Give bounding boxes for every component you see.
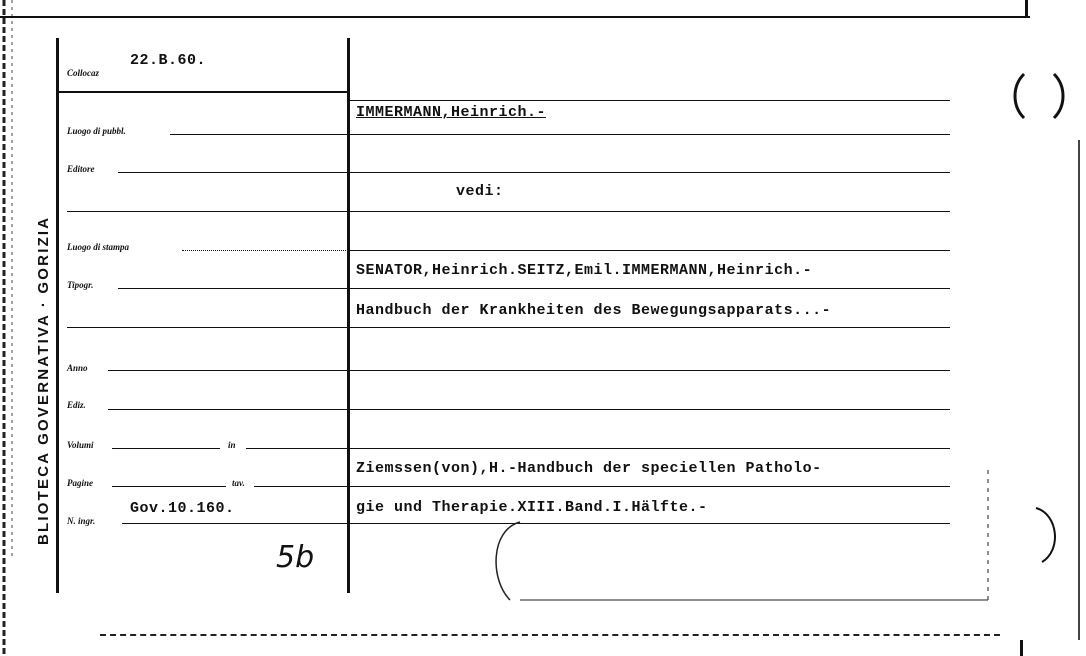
- column-divider: [347, 38, 350, 593]
- entry-line-1: SENATOR,Heinrich.SEITZ,Emil.IMMERMANN,Heinrich.-: [356, 262, 813, 279]
- right-rule-4: [350, 211, 950, 212]
- card-left-edge: [0, 0, 20, 656]
- luogo-stampa-line: [182, 250, 348, 251]
- right-bracket-mark: [1030, 500, 1080, 570]
- right-rule-2: [350, 134, 950, 135]
- right-rule-1: [350, 100, 950, 101]
- anno-line: [108, 370, 348, 371]
- right-rule-7: [350, 327, 950, 328]
- tipografia-line-2: [67, 327, 348, 328]
- label-luogo-stampa: Luogo di stampa: [67, 242, 130, 252]
- tavole-line: [254, 486, 348, 487]
- right-rule-5: [350, 250, 950, 251]
- label-in: in: [228, 440, 236, 450]
- editore-line: [118, 172, 348, 173]
- card-top-corner: [1025, 0, 1028, 17]
- luogo-pubbl-line: [170, 134, 348, 135]
- entry-line-3: Ziemssen(von),H.-Handbuch der speciellen Patholo-: [356, 460, 822, 477]
- label-pagine: Pagine: [67, 478, 93, 488]
- entry-heading: IMMERMANN,Heinrich.-: [356, 104, 547, 121]
- volumi-line: [112, 448, 220, 449]
- edizione-line: [108, 409, 348, 410]
- entry-line-4: gie und Therapie.XIII.Band.I.Hälfte.-: [356, 499, 708, 516]
- handwritten-note: 5b: [276, 540, 315, 575]
- label-edizione: Ediz.: [67, 400, 86, 410]
- editore-line-2: [67, 211, 348, 212]
- label-anno: Anno: [67, 363, 88, 373]
- label-tipografia: Tipogr.: [67, 280, 94, 290]
- card-bottom-border: [100, 634, 1000, 636]
- card-insert-outline: [490, 470, 1010, 610]
- tipografia-line: [118, 288, 348, 289]
- right-rule-6: [350, 288, 950, 289]
- right-rule-8: [350, 370, 950, 371]
- right-rule-10: [350, 448, 950, 449]
- right-rule-9: [350, 409, 950, 410]
- n-ingr-line: [122, 523, 348, 524]
- label-collocazione: Collocaz: [67, 68, 100, 78]
- label-luogo-pubbl: Luogo di pubbl.: [67, 126, 126, 136]
- label-tavole: tav.: [232, 478, 245, 488]
- label-editore: Editore: [67, 164, 95, 174]
- punch-hole-mark: [1010, 62, 1080, 132]
- library-stamp: BLIOTECA GOVERNATIVA · GORIZIA: [35, 215, 52, 545]
- value-n-ingr: Gov.10.160.: [130, 500, 235, 517]
- label-n-ingr: N. ingr.: [67, 516, 96, 526]
- collocazione-line: [58, 91, 348, 93]
- in-line: [246, 448, 348, 449]
- label-volumi: Volumi: [67, 440, 94, 450]
- pagine-line: [112, 486, 226, 487]
- entry-see: vedi:: [456, 183, 504, 200]
- left-margin-rule: [56, 38, 59, 593]
- value-collocazione: 22.B.60.: [130, 52, 207, 69]
- right-edge-rule: [1078, 140, 1080, 640]
- bottom-right-mark: [1020, 640, 1023, 656]
- entry-line-2: Handbuch der Krankheiten des Bewegungsapparats...-: [356, 302, 832, 319]
- right-rule-3: [350, 172, 950, 173]
- card-top-border: [0, 16, 1030, 18]
